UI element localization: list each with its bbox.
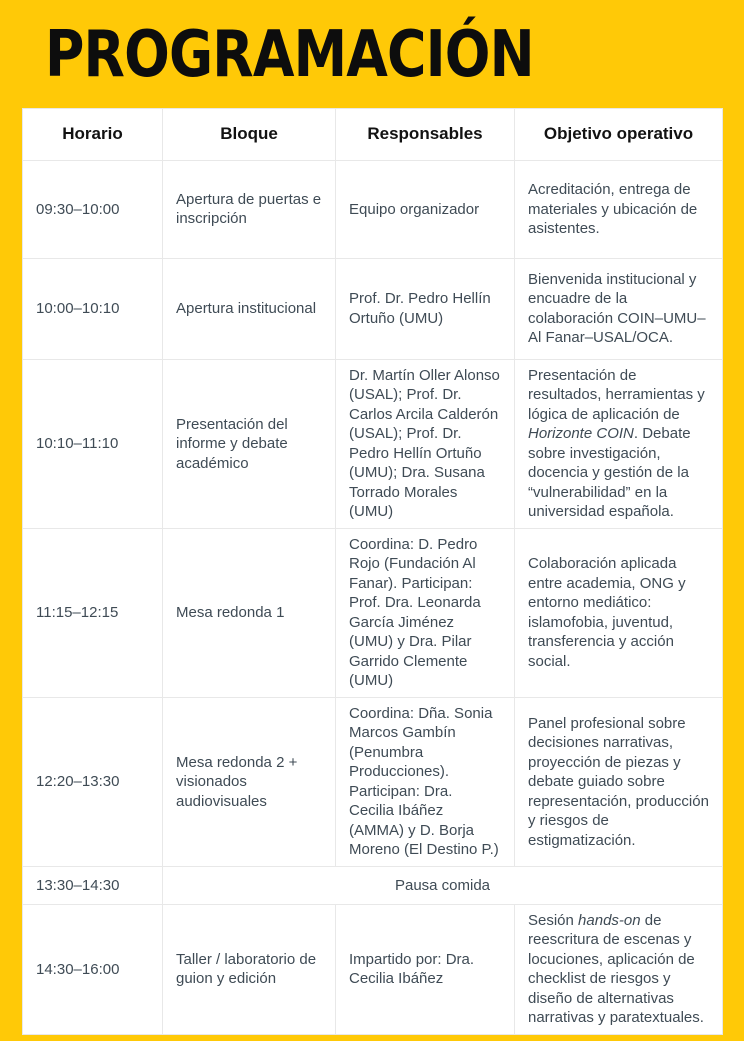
- cell-objetivo: Bienvenida institucional y encuadre de la colaboración COIN–UMU–Al Fanar–USAL/OCA.: [515, 258, 723, 359]
- cell-objetivo: Colaboración aplicada entre academia, ONG y entorno mediático: islamofobia, juventud, transferencia y acción social.: [515, 528, 723, 697]
- header-row: [23, 108, 723, 160]
- column-header-responsables: Responsables: [336, 108, 515, 160]
- cell-horario: 10:10–11:10: [23, 359, 163, 528]
- table-row: [23, 160, 723, 258]
- table-header: [23, 108, 723, 160]
- program-table: [22, 108, 723, 1035]
- italic-text: Horizonte COIN: [528, 425, 634, 443]
- column-header-horario: Horario: [23, 108, 163, 160]
- table-row: [23, 697, 723, 866]
- cell-objetivo: Acreditación, entrega de materiales y ubicación de asistentes.: [515, 160, 723, 258]
- table-row: [23, 258, 723, 359]
- cell-objetivo: Panel profesional sobre decisiones narrativas, proyección de piezas y debate guiado sobre representación, producción y riesgos de estigmatización.: [515, 697, 723, 866]
- table-row: [23, 904, 723, 1034]
- cell-bloque: Presentación del informe y debate académico: [163, 359, 336, 528]
- cell-horario: 11:15–12:15: [23, 528, 163, 697]
- text-segment: Sesión: [528, 911, 579, 929]
- table-row: [23, 866, 723, 904]
- program-page: [0, 17, 744, 1041]
- cell-pausa-comida: Pausa comida: [163, 866, 723, 904]
- cell-responsables: Impartido por: Dra. Cecilia Ibáñez: [336, 904, 515, 1034]
- cell-responsables: Prof. Dr. Pedro Hellín Ortuño (UMU): [336, 258, 515, 359]
- table-row: [23, 359, 723, 528]
- cell-horario: 14:30–16:00: [23, 904, 163, 1034]
- cell-responsables: Equipo organizador: [336, 160, 515, 258]
- cell-horario: 10:00–10:10: [23, 258, 163, 359]
- cell-objetivo: [515, 359, 723, 528]
- cell-objetivo: [515, 904, 723, 1034]
- cell-responsables: Coordina: Dña. Sonia Marcos Gambín (Penumbra Producciones). Participan: Dra. Cecilia Ibáñez (AMMA) y D. Borja Moreno (El Destino P.): [336, 697, 515, 866]
- schedule-body: [23, 160, 723, 1034]
- italic-text: hands-on: [578, 911, 641, 929]
- cell-horario: 09:30–10:00: [23, 160, 163, 258]
- cell-horario: 12:20–13:30: [23, 697, 163, 866]
- cell-responsables: Dr. Martín Oller Alonso (USAL); Prof. Dr. Carlos Arcila Calderón (USAL); Prof. Dr. Pedro Hellín Ortuño (UMU); Dra. Susana Torrado Morales (UMU): [336, 359, 515, 528]
- cell-bloque: Apertura de puertas e inscripción: [163, 160, 336, 258]
- cell-responsables: Coordina: D. Pedro Rojo (Fundación Al Fanar). Participan: Prof. Dra. Leonarda García Jiménez (UMU) y Dra. Pilar Garrido Clemente (UMU): [336, 528, 515, 697]
- table-row: [23, 528, 723, 697]
- text-segment: Presentación de resultados, herramientas y lógica de aplicación de: [528, 366, 705, 423]
- cell-bloque: Mesa redonda 2 + visionados audiovisuales: [163, 697, 336, 866]
- column-header-objetivo: Objetivo operativo: [515, 108, 723, 160]
- cell-horario: 13:30–14:30: [23, 866, 163, 904]
- cell-bloque: Taller / laboratorio de guion y edición: [163, 904, 336, 1034]
- cell-bloque: Apertura institucional: [163, 258, 336, 359]
- text-segment: de reescritura de escenas y locuciones, aplicación de checklist de riesgos y diseño de alternativas narrativas y paratextuales.: [528, 911, 704, 1027]
- column-header-bloque: Bloque: [163, 108, 336, 160]
- text-segment: . Debate sobre investigación, docencia y gestión de la “vulnerabilidad” en la universidad española.: [528, 425, 691, 521]
- page-title: PROGRAMACIÓN: [45, 18, 534, 92]
- cell-bloque: Mesa redonda 1: [163, 528, 336, 697]
